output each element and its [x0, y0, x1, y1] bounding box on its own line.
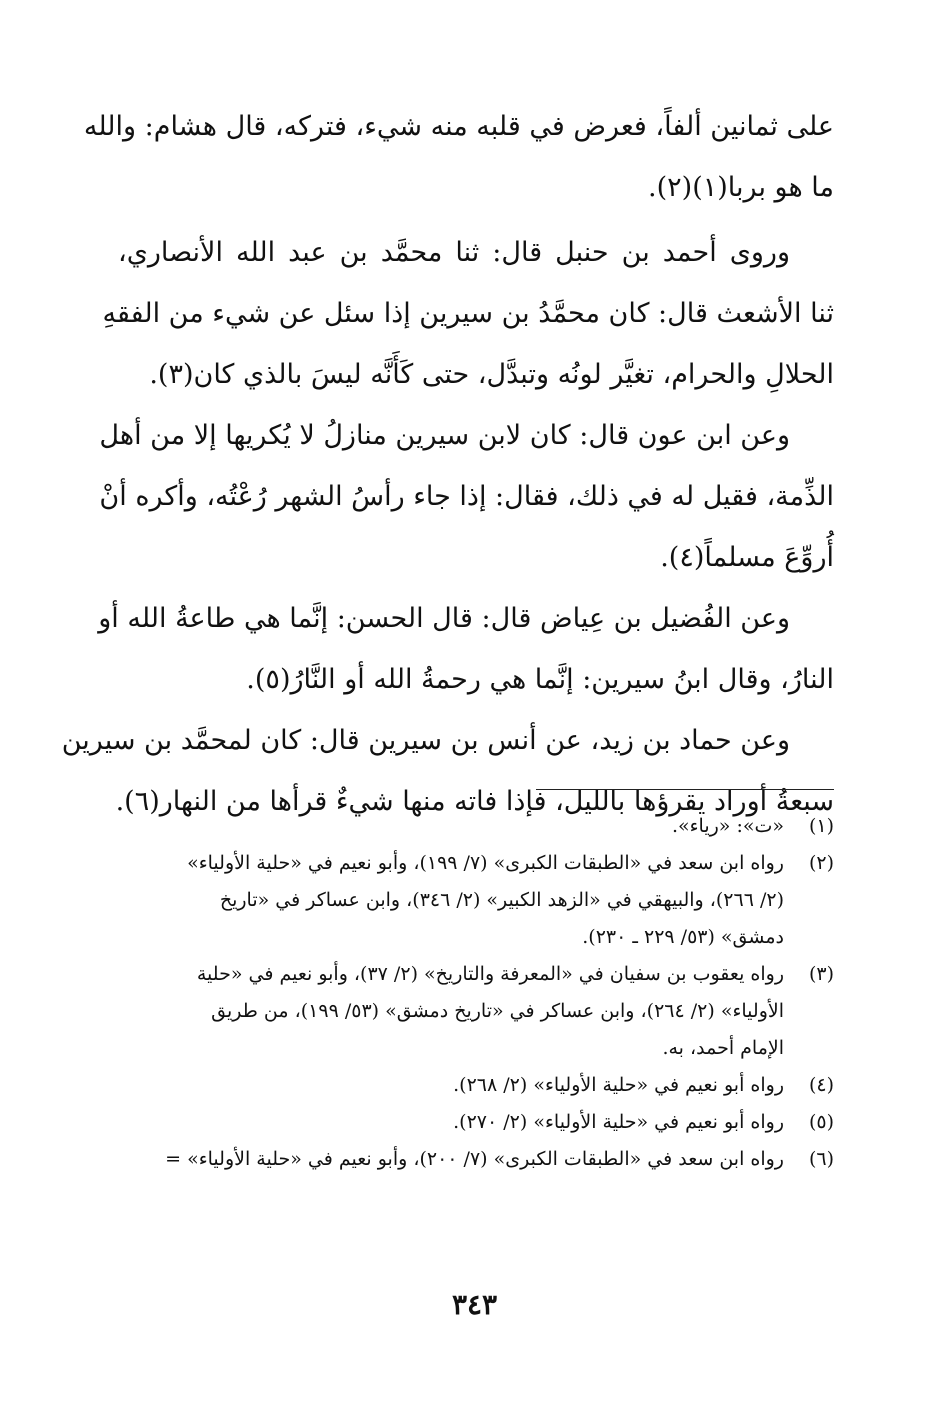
footnote-2 [126, 845, 834, 956]
footnote-number: (١) [808, 815, 834, 837]
footnote-line: (٢/ ٢٦٦)، والبيهقي في «الزهد الكبير» (٢/ ٣٤٦)، وابن عساكر في «تاريخ [219, 889, 784, 911]
text-line: وعن حماد بن زيد، عن أنس بن سيرين قال: كان لمحمَّد بن سيرين [61, 725, 790, 756]
footnotes [126, 808, 834, 1178]
text-line: وعن الفُضيل بن عِياض قال: قال الحسن: إنَّما هي طاعةُ الله أو [98, 603, 790, 634]
footnote-line: الإمام أحمد، به. [662, 1037, 784, 1059]
footnote-6 [126, 1141, 834, 1178]
footnote-line [126, 808, 834, 845]
footnote-number: (٢) [808, 852, 834, 874]
text-line: النارُ، وقال ابنُ سيرين: إنَّما هي رحمةُ الله أو النَّارُ(٥). [246, 664, 834, 695]
paragraph-3 [99, 405, 834, 588]
footnote-line [126, 1141, 834, 1178]
footnote-1 [126, 808, 834, 845]
footnote-text: رواه أبو نعيم في «حلية الأولياء» (٢/ ٢٦٨). [453, 1074, 784, 1096]
footnote-5 [126, 1104, 834, 1141]
text-line: ثنا الأشعث قال: كان محمَّدُ بن سيرين إذا سئل عن شيء من الفقهِ [102, 298, 834, 329]
paragraph-4 [98, 588, 834, 710]
footnote-line [126, 845, 834, 882]
footnote-text: رواه يعقوب بن سفيان في «المعرفة والتاريخ» (٢/ ٣٧)، وأبو نعيم في «حلية [196, 963, 784, 985]
text-line: ما هو بربا(١)(٢). [648, 172, 834, 203]
footnote-text: رواه ابن سعد في «الطبقات الكبرى» (٧/ ١٩٩)، وأبو نعيم في «حلية الأولياء» [187, 852, 784, 874]
footnote-4 [126, 1067, 834, 1104]
footnote-number: (٣) [808, 963, 834, 985]
main-text [61, 96, 834, 832]
text-line: وروى أحمد بن حنبل قال: ثنا محمَّد بن عبد الله الأنصاري، [118, 237, 790, 268]
text-line: الحلالِ والحرام، تغيَّر لونُه وتبدَّل، حتى كَأَنَّه ليسَ بالذي كان(٣). [149, 359, 834, 390]
footnote-text: «ت»: «رياء». [671, 815, 784, 837]
footnote-line [126, 956, 834, 993]
text-line: الذِّمة، فقيل له في ذلك، فقال: إذا جاء رأسُ الشهر رُعْتُه، وأكره أنْ [99, 481, 834, 512]
footnote-text: رواه أبو نعيم في «حلية الأولياء» (٢/ ٢٧٠). [453, 1111, 784, 1133]
footnote-line [126, 1067, 834, 1104]
text-line: أُروِّعَ مسلماً(٤). [660, 542, 834, 573]
footnote-number: (٥) [808, 1111, 834, 1133]
page-number: ٣٤٣ [451, 1288, 498, 1321]
text-line: وعن ابن عون قال: كان لابن سيرين منازلُ لا يُكريها إلا من أهل [99, 420, 790, 451]
text-line: على ثمانين ألفاً، فعرض في قلبه منه شيء، فتركه، قال هشام: والله [83, 111, 834, 142]
footnote-line: دمشق» (٥٣/ ٢٢٩ ـ ٢٣٠). [582, 926, 784, 948]
text-line: سبعةُ أوراد يقرؤها بالليل، فإذا فاته منها شيءٌ قرأها من النهار(٦). [115, 786, 834, 817]
footnote-number: (٤) [808, 1074, 834, 1096]
footnote-3 [126, 956, 834, 1067]
paragraph-1 [83, 96, 834, 218]
footnote-line [126, 1104, 834, 1141]
footnote-number: (٦) [808, 1148, 834, 1170]
footnote-line: الأولياء» (٢/ ٢٦٤)، وابن عساكر في «تاريخ دمشق» (٥٣/ ١٩٩)، من طريق [211, 1000, 784, 1022]
paragraph-2 [102, 222, 834, 405]
footnote-text: رواه ابن سعد في «الطبقات الكبرى» (٧/ ٢٠٠)، وأبو نعيم في «حلية الأولياء» = [165, 1148, 784, 1170]
footnote-divider [536, 789, 834, 790]
